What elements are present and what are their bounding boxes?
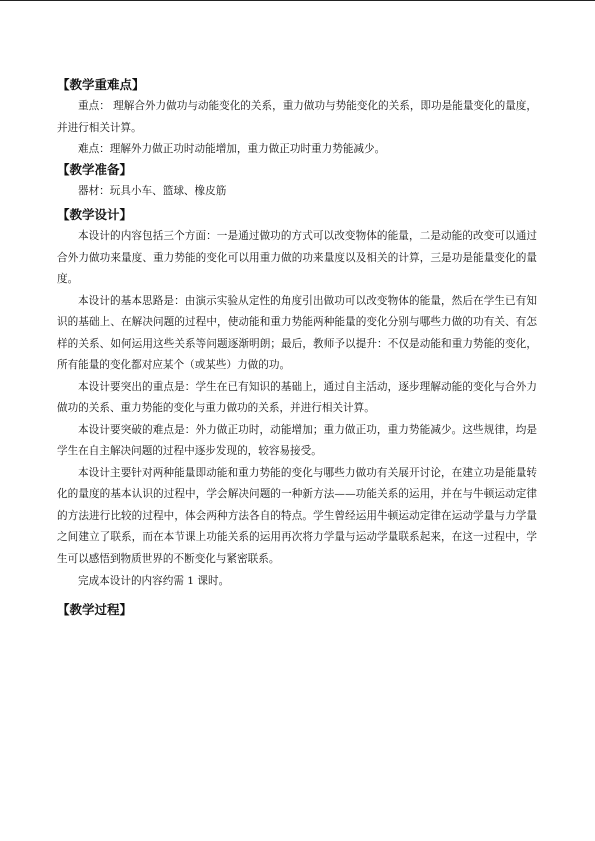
design-paragraph-class-period: 完成本设计的内容约需 1 课时。 xyxy=(78,575,230,587)
preparation-materials: 器材：玩具小车、篮球、橡皮筋 xyxy=(78,184,227,197)
key-point-difficulty: 难点：理解外力做正功时动能增加，重力做正功时重力势能减少。 xyxy=(78,143,386,155)
heading-preparation: 【教学准备】 xyxy=(57,161,133,177)
lesson-document xyxy=(57,76,537,619)
design-paragraph-key-point: 本设计要突出的重点是：学生在已有知识的基础上，通过自主活动，逐步理解动能的变化与合外力做功的关系、重力势能的变化与重力做功的关系，并进行相关计算。 xyxy=(57,380,537,414)
design-paragraph-difficulty: 本设计要突破的难点是：外力做正功时，动能增加；重力做正功，重力势能减少。这些规律，均是学生在自主解决问题的过程中逐步发现的，较容易接受。 xyxy=(57,423,537,457)
design-paragraph-approach: 本设计的基本思路是：由演示实验从定性的角度引出做功可以改变物体的能量，然后在学生已有知识的基础上、在解决问题的过程中，使动能和重力势能两种能量的变化分别与哪些力做的功有关、有怎样的关系、如何运用这些关系等问题逐渐明朗；最后，教师予以提升：不仅是动能和重力势能的变化，所有能量的变化都对应某个（或某些）力做的功。 xyxy=(57,294,537,371)
heading-key-points: 【教学重难点】 xyxy=(57,77,145,92)
heading-design: 【教学设计】 xyxy=(57,207,133,222)
key-point-focus: 重点： 理解合外力做功与动能变化的关系，重力做功与势能变化的关系，即功是能量变化的量度，并进行相关计算。 xyxy=(57,100,537,134)
design-paragraph-content: 本设计的内容包括三个方面：一是通过做功的方式可以改变物体的能量，二是动能的改变可以通过合外力做功来量度、重力势能的变化可以用重力做的功来量度以及相关的计算，三是功是能量变化的量度。 xyxy=(57,230,537,285)
heading-process: 【教学过程】 xyxy=(57,601,133,617)
page-top-rule xyxy=(0,0,595,1)
design-paragraph-discussion: 本设计主要针对两种能量即动能和重力势能的变化与哪些力做功有关展开讨论，在建立功是能量转化的量度的基本认识的过程中，学会解决问题的一种新方法——功能关系的运用，并在与牛顿运动定律的方法进行比较的过程中，体会两种方法各自的特点。学生曾经运用牛顿运动定律在运动学量与力学量之间建立了联系，而在本节课上功能关系的运用再次将力学量与运动学量联系起来，在这一过程中，学生可以感悟到物质世界的不断变化与紧密联系。 xyxy=(57,466,537,565)
